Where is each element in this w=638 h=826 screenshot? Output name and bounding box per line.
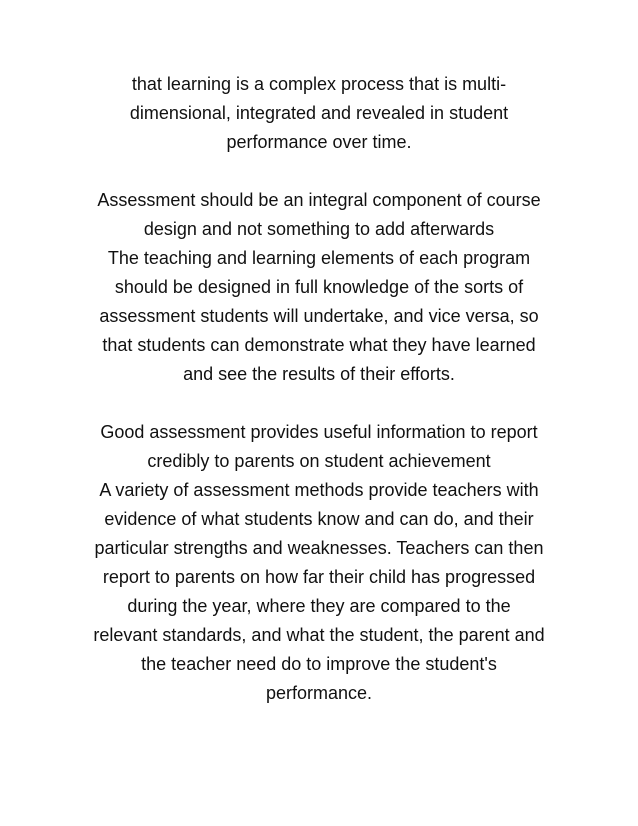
paragraph-spacer (58, 157, 580, 186)
text-line: performance over time. (226, 132, 412, 152)
text-line: Assessment should be an integral component of course (97, 190, 541, 210)
text-line: report to parents on how far their child has progressed (102, 567, 536, 587)
paragraph-assessment-integral (58, 186, 580, 389)
text-line: that learning is a complex process that is multi- (131, 74, 507, 94)
text-line: performance. (265, 683, 373, 703)
text-line: A variety of assessment methods provide teachers with (99, 480, 539, 500)
text-line: Good assessment provides useful information to report (100, 422, 538, 442)
text-line: and see the results of their efforts. (183, 364, 455, 384)
paragraph-learning-process (58, 70, 580, 157)
text-line: relevant standards, and what the student, the parent and (93, 625, 545, 645)
text-line: during the year, where they are compared to the (127, 596, 511, 616)
text-line: particular strengths and weaknesses. Teachers can then (94, 538, 544, 558)
text-line: the teacher need do to improve the student's (141, 654, 497, 674)
paragraph-spacer (58, 389, 580, 418)
text-line: dimensional, integrated and revealed in student (129, 103, 509, 123)
text-line: that students can demonstrate what they have learned (102, 335, 536, 355)
text-line: assessment students will undertake, and vice versa, so (99, 306, 539, 326)
text-line: The teaching and learning elements of each program (107, 248, 531, 268)
text-line: should be designed in full knowledge of the sorts of (114, 277, 524, 297)
text-line: evidence of what students know and can do, and their (104, 509, 534, 529)
paragraph-good-assessment (58, 418, 580, 708)
text-line: design and not something to add afterwards (143, 219, 495, 239)
text-line: credibly to parents on student achievement (147, 451, 491, 471)
